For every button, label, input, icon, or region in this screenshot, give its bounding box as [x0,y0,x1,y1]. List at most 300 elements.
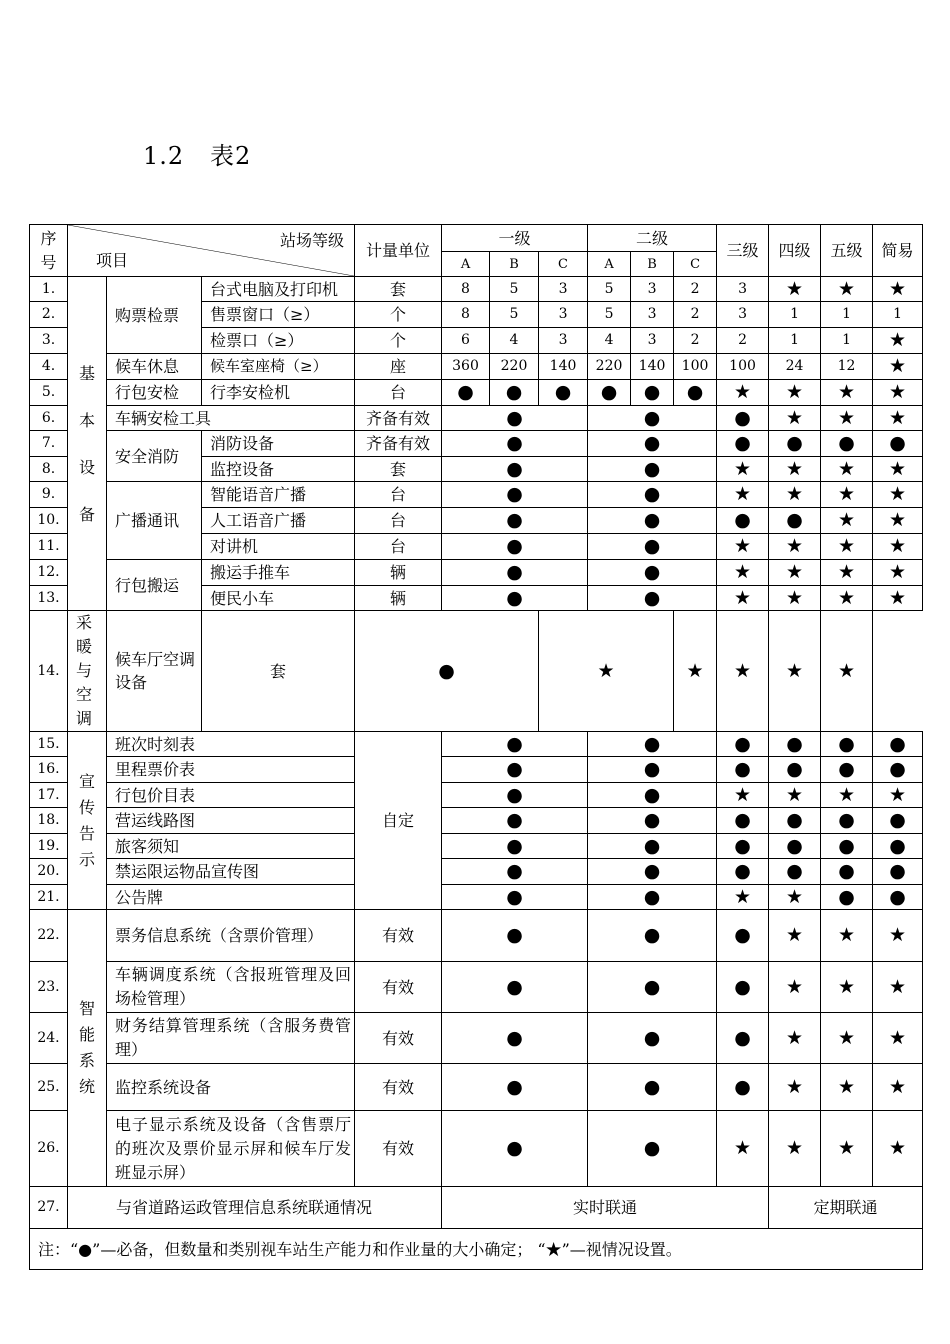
optional-star-icon: ★ [769,380,821,406]
header-sub-c: C [539,252,588,277]
required-dot-icon: ● [717,757,769,783]
row-number: 11. [30,534,68,560]
table-row [30,1111,923,1187]
value-cell: 5 [588,277,631,302]
value-cell: 3 [631,328,674,354]
group-ticketing: 购票检票 [107,277,202,354]
required-dot-icon: ● [717,431,769,457]
header-sub-b: B [490,252,539,277]
item-name: 便民小车 [202,586,355,611]
required-dot-icon: ● [717,910,769,962]
optional-star-icon: ★ [769,534,821,560]
optional-star-icon: ★ [717,380,769,406]
required-dot-icon: ● [442,406,588,431]
required-dot-icon: ● [442,783,588,808]
row-number: 14. [30,611,68,732]
unit-cell: 辆 [355,586,442,611]
required-dot-icon: ● [717,808,769,834]
required-dot-icon: ● [588,560,717,586]
value-cell: 实时联通 [442,1187,769,1229]
row-number: 20. [30,859,68,885]
item-name: 与省道路运政管理信息系统联通情况 [68,1187,442,1229]
required-dot-icon: ● [821,732,873,757]
required-dot-icon: ● [588,457,717,482]
unit-cell: 套 [202,611,355,732]
row-number: 6. [30,406,68,431]
table-row [30,380,923,406]
row-number: 2. [30,302,68,328]
optional-star-icon: ★ [769,962,821,1013]
required-dot-icon: ● [873,885,923,910]
value-cell: 2 [674,302,717,328]
item-name: 搬运手推车 [202,560,355,586]
unit-cell: 齐备有效 [355,406,442,431]
required-dot-icon: ● [490,380,539,406]
unit-custom: 自定 [355,732,442,910]
header-grade2: 二级 [588,225,717,252]
header-grade5: 五级 [821,225,873,277]
optional-star-icon: ★ [769,611,821,732]
optional-star-icon: ★ [873,508,923,534]
optional-star-icon: ★ [769,1013,821,1064]
unit-cell: 有效 [355,1013,442,1064]
value-cell: 220 [490,354,539,380]
table-row [30,482,923,508]
unit-cell: 有效 [355,910,442,962]
optional-star-icon: ★ [821,508,873,534]
required-dot-icon: ● [717,859,769,885]
unit-cell: 套 [355,277,442,302]
row-number: 27. [30,1187,68,1229]
table-row [30,1064,923,1111]
value-cell: 1 [769,302,821,328]
header-sub-c: C [674,252,717,277]
required-dot-icon: ● [821,431,873,457]
value-cell: 6 [442,328,490,354]
table-row [30,859,923,885]
optional-star-icon: ★ [821,1111,873,1187]
row-number: 15. [30,732,68,757]
row-number: 7. [30,431,68,457]
row-number: 26. [30,1111,68,1187]
group-hvac: 采暖与空调 [68,611,107,732]
required-dot-icon: ● [442,560,588,586]
header-simple: 简易 [873,225,923,277]
required-dot-icon: ● [717,1013,769,1064]
unit-cell: 个 [355,302,442,328]
value-cell: 8 [442,277,490,302]
group-broadcast: 广播通讯 [107,482,202,560]
required-dot-icon: ● [588,508,717,534]
required-dot-icon: ● [769,834,821,859]
station-equipment-table [29,224,923,1270]
required-dot-icon: ● [588,406,717,431]
optional-star-icon: ★ [769,1111,821,1187]
unit-cell: 台 [355,508,442,534]
required-dot-icon: ● [821,808,873,834]
value-cell: 24 [769,354,821,380]
table-row [30,757,923,783]
unit-cell: 辆 [355,560,442,586]
table-row [30,1013,923,1064]
required-dot-icon: ● [588,834,717,859]
item-name: 候车厅空调设备 [107,611,202,732]
required-dot-icon: ● [588,431,717,457]
row-number: 25. [30,1064,68,1111]
required-dot-icon: ● [442,834,588,859]
item-name: 消防设备 [202,431,355,457]
optional-star-icon: ★ [674,611,717,732]
required-dot-icon: ● [442,1064,588,1111]
optional-star-icon: ★ [873,534,923,560]
value-cell: 140 [539,354,588,380]
required-dot-icon: ● [717,406,769,431]
optional-star-icon: ★ [873,277,923,302]
required-dot-icon: ● [588,482,717,508]
required-dot-icon: ● [442,1111,588,1187]
required-dot-icon: ● [442,482,588,508]
optional-star-icon: ★ [717,560,769,586]
required-dot-icon: ● [873,732,923,757]
optional-star-icon: ★ [821,482,873,508]
unit-cell: 座 [355,354,442,380]
required-dot-icon: ● [442,808,588,834]
group-vehicle-check: 车辆安检工具 [107,406,355,431]
required-dot-icon: ● [873,834,923,859]
optional-star-icon: ★ [769,457,821,482]
value-cell: 2 [674,277,717,302]
table-row [30,885,923,910]
group-baggage-move: 行包搬运 [107,560,202,611]
value-cell: 3 [539,328,588,354]
table-row [30,808,923,834]
required-dot-icon: ● [588,859,717,885]
required-dot-icon: ● [873,431,923,457]
item-name: 人工语音广播 [202,508,355,534]
unit-cell: 套 [355,457,442,482]
value-cell: 5 [490,277,539,302]
item-name: 行李安检机 [202,380,355,406]
required-dot-icon: ● [442,431,588,457]
group-fire: 安全消防 [107,431,202,482]
value-cell: 220 [588,354,631,380]
row-number: 17. [30,783,68,808]
optional-star-icon: ★ [873,457,923,482]
header-unit: 计量单位 [355,225,442,277]
row-number: 21. [30,885,68,910]
value-cell: 100 [717,354,769,380]
header-diagonal-cell [68,225,355,277]
unit-cell: 台 [355,482,442,508]
row-number: 8. [30,457,68,482]
category-basic: 基 本 设 备 [68,277,107,611]
required-dot-icon: ● [588,910,717,962]
table-row [30,560,923,586]
category-smart: 智 能 系 统 [68,910,107,1187]
optional-star-icon: ★ [873,910,923,962]
value-cell: 8 [442,302,490,328]
row-number: 16. [30,757,68,783]
value-cell: 5 [490,302,539,328]
optional-star-icon: ★ [717,482,769,508]
optional-star-icon: ★ [873,354,923,380]
optional-star-icon: ★ [769,482,821,508]
value-cell: 2 [674,328,717,354]
row-number: 4. [30,354,68,380]
optional-star-icon: ★ [769,277,821,302]
table-note-row [30,1229,923,1270]
item-name: 台式电脑及打印机 [202,277,355,302]
row-number: 24. [30,1013,68,1064]
required-dot-icon: ● [674,380,717,406]
item-name: 禁运限运物品宣传图 [107,859,355,885]
required-dot-icon: ● [717,732,769,757]
table-row [30,1187,923,1229]
required-dot-icon: ● [588,1013,717,1064]
item-name: 公告牌 [107,885,355,910]
required-dot-icon: ● [442,757,588,783]
required-dot-icon: ● [442,380,490,406]
value-cell: 3 [631,277,674,302]
item-name: 候车室座椅（≥） [202,354,355,380]
value-cell: 5 [588,302,631,328]
optional-star-icon: ★ [769,910,821,962]
optional-star-icon: ★ [717,885,769,910]
required-dot-icon: ● [588,962,717,1013]
required-dot-icon: ● [588,808,717,834]
required-dot-icon: ● [588,885,717,910]
required-dot-icon: ● [442,962,588,1013]
value-cell: 定期联通 [769,1187,923,1229]
item-name: 财务结算管理系统（含服务费管理） [107,1013,355,1064]
optional-star-icon: ★ [873,482,923,508]
optional-star-icon: ★ [821,910,873,962]
optional-star-icon: ★ [821,962,873,1013]
value-cell: 1 [821,328,873,354]
value-cell: 140 [631,354,674,380]
optional-star-icon: ★ [769,560,821,586]
required-dot-icon: ● [821,757,873,783]
row-number: 18. [30,808,68,834]
table-note: 注：“●”—必备，但数量和类别视车站生产能力和作业量的大小确定； “★”—视情况设置。 [30,1229,923,1270]
value-cell: 100 [674,354,717,380]
item-name: 旅客须知 [107,834,355,859]
value-cell: 1 [821,302,873,328]
item-name: 里程票价表 [107,757,355,783]
required-dot-icon: ● [873,859,923,885]
item-name: 售票窗口（≥） [202,302,355,328]
optional-star-icon: ★ [873,586,923,611]
value-cell: 3 [717,302,769,328]
table-row [30,277,923,302]
required-dot-icon: ● [588,1111,717,1187]
optional-star-icon: ★ [821,457,873,482]
group-baggage-check: 行包安检 [107,380,202,406]
table-row [30,732,923,757]
row-number: 9. [30,482,68,508]
optional-star-icon: ★ [873,406,923,431]
required-dot-icon: ● [588,586,717,611]
optional-star-icon: ★ [821,783,873,808]
item-name: 监控设备 [202,457,355,482]
optional-star-icon: ★ [873,560,923,586]
row-number: 5. [30,380,68,406]
required-dot-icon: ● [442,457,588,482]
optional-star-icon: ★ [717,783,769,808]
unit-cell: 台 [355,380,442,406]
value-cell: 3 [539,277,588,302]
required-dot-icon: ● [355,611,539,732]
header-sub-a: A [588,252,631,277]
optional-star-icon: ★ [821,1013,873,1064]
required-dot-icon: ● [873,757,923,783]
required-dot-icon: ● [821,834,873,859]
required-dot-icon: ● [442,1013,588,1064]
required-dot-icon: ● [588,757,717,783]
header-grade1: 一级 [442,225,588,252]
optional-star-icon: ★ [717,534,769,560]
optional-star-icon: ★ [717,586,769,611]
optional-star-icon: ★ [873,328,923,354]
optional-star-icon: ★ [821,277,873,302]
optional-star-icon: ★ [873,1013,923,1064]
optional-star-icon: ★ [539,611,674,732]
value-cell: 3 [717,277,769,302]
optional-star-icon: ★ [821,586,873,611]
unit-cell: 有效 [355,1111,442,1187]
header-sub-b: B [631,252,674,277]
required-dot-icon: ● [588,380,631,406]
table-row [30,783,923,808]
optional-star-icon: ★ [821,534,873,560]
required-dot-icon: ● [717,508,769,534]
table-row [30,962,923,1013]
optional-star-icon: ★ [821,611,873,732]
required-dot-icon: ● [442,586,588,611]
row-number: 3. [30,328,68,354]
row-number: 19. [30,834,68,859]
required-dot-icon: ● [442,885,588,910]
header-grade3: 三级 [717,225,769,277]
required-dot-icon: ● [631,380,674,406]
required-dot-icon: ● [442,508,588,534]
value-cell: 1 [873,302,923,328]
unit-cell: 有效 [355,962,442,1013]
row-number: 23. [30,962,68,1013]
value-cell: 2 [717,328,769,354]
required-dot-icon: ● [442,910,588,962]
required-dot-icon: ● [442,732,588,757]
table-row [30,431,923,457]
header-station-grade: 站场等级 [280,231,345,250]
unit-cell: 齐备有效 [355,431,442,457]
category-publicity: 宣 传 告 示 [68,732,107,910]
value-cell: 1 [769,328,821,354]
item-name: 班次时刻表 [107,732,355,757]
optional-star-icon: ★ [769,885,821,910]
optional-star-icon: ★ [769,783,821,808]
optional-star-icon: ★ [873,962,923,1013]
optional-star-icon: ★ [873,1111,923,1187]
unit-cell: 台 [355,534,442,560]
value-cell: 12 [821,354,873,380]
required-dot-icon: ● [588,534,717,560]
required-dot-icon: ● [588,783,717,808]
optional-star-icon: ★ [769,1064,821,1111]
optional-star-icon: ★ [769,406,821,431]
value-cell: 3 [631,302,674,328]
required-dot-icon: ● [769,859,821,885]
row-number: 12. [30,560,68,586]
optional-star-icon: ★ [821,560,873,586]
required-dot-icon: ● [588,732,717,757]
required-dot-icon: ● [442,859,588,885]
required-dot-icon: ● [873,808,923,834]
table-row [30,354,923,380]
header-seq: 序 号 [30,225,68,277]
required-dot-icon: ● [539,380,588,406]
required-dot-icon: ● [717,962,769,1013]
optional-star-icon: ★ [873,783,923,808]
table-row [30,611,923,732]
optional-star-icon: ★ [717,1111,769,1187]
required-dot-icon: ● [717,834,769,859]
required-dot-icon: ● [769,732,821,757]
required-dot-icon: ● [821,859,873,885]
table-row [30,406,923,431]
optional-star-icon: ★ [821,380,873,406]
item-name: 监控系统设备 [107,1064,355,1111]
optional-star-icon: ★ [821,406,873,431]
optional-star-icon: ★ [821,1064,873,1111]
unit-cell: 有效 [355,1064,442,1111]
item-name: 检票口（≥） [202,328,355,354]
row-number: 1. [30,277,68,302]
page-title: 1.2 表2 [143,142,252,170]
required-dot-icon: ● [769,808,821,834]
item-name: 营运线路图 [107,808,355,834]
unit-cell: 个 [355,328,442,354]
optional-star-icon: ★ [873,1064,923,1111]
optional-star-icon: ★ [717,611,769,732]
item-name: 车辆调度系统（含报班管理及回场检管理） [107,962,355,1013]
value-cell: 4 [490,328,539,354]
required-dot-icon: ● [821,885,873,910]
item-name: 票务信息系统（含票价管理） [107,910,355,962]
value-cell: 4 [588,328,631,354]
item-name: 对讲机 [202,534,355,560]
header-grade4: 四级 [769,225,821,277]
row-number: 10. [30,508,68,534]
header-sub-a: A [442,252,490,277]
table-row [30,910,923,962]
value-cell: 3 [539,302,588,328]
value-cell: 360 [442,354,490,380]
header-item: 项目 [96,251,129,270]
required-dot-icon: ● [717,1064,769,1111]
item-name: 行包价目表 [107,783,355,808]
required-dot-icon: ● [588,1064,717,1111]
optional-star-icon: ★ [769,586,821,611]
row-number: 22. [30,910,68,962]
required-dot-icon: ● [769,508,821,534]
table-row [30,834,923,859]
group-waiting: 候车休息 [107,354,202,380]
item-name: 电子显示系统及设备（含售票厅的班次及票价显示屏和候车厅发班显示屏） [107,1111,355,1187]
optional-star-icon: ★ [717,457,769,482]
required-dot-icon: ● [769,431,821,457]
row-number: 13. [30,586,68,611]
